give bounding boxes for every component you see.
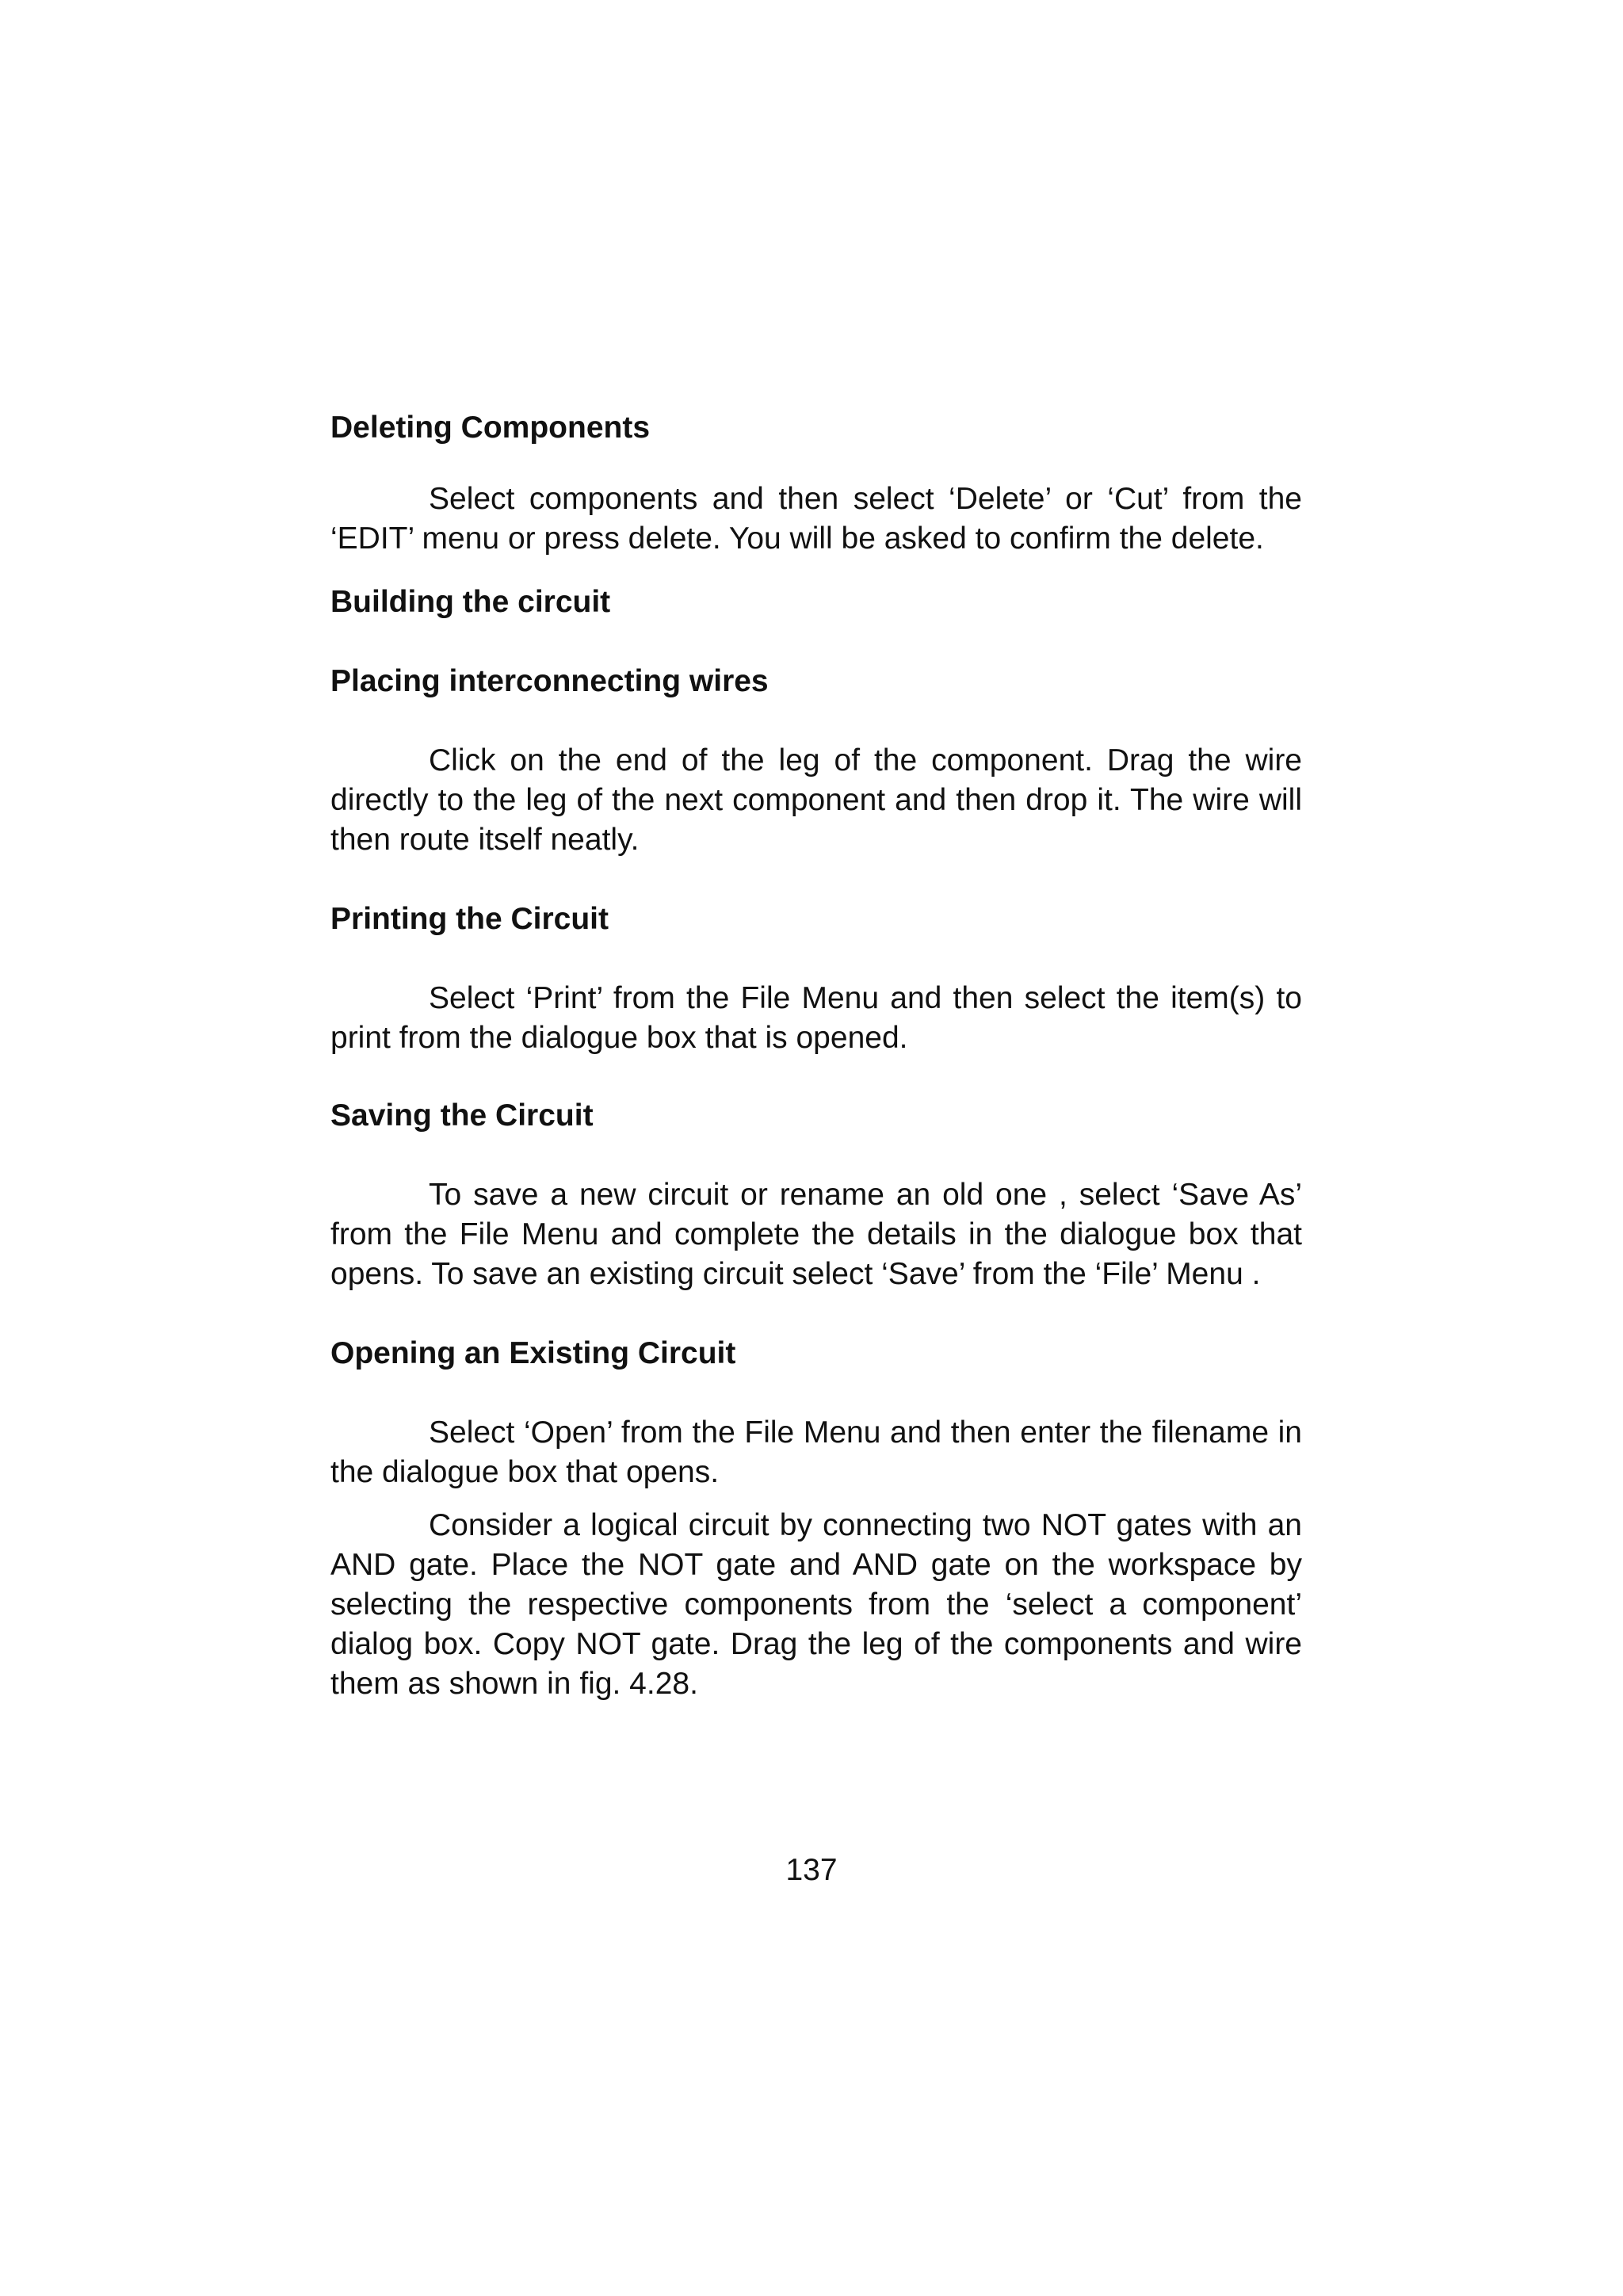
heading-opening-circuit: Opening an Existing Circuit — [330, 1336, 736, 1370]
paragraph-placing-wires: Click on the end of the leg of the component. Drag the wire directly to the leg of the next component and then drop it. The wire will then route itself neatly. — [330, 743, 1302, 857]
heading-placing-wires: Placing interconnecting wires — [330, 664, 769, 698]
paragraph-printing-circuit: Select ‘Print’ from the File Menu and then select the item(s) to print from the dialogue box that is opened. — [330, 981, 1302, 1055]
document-page — [330, 408, 1302, 1704]
paragraph-opening-circuit: Select ‘Open’ from the File Menu and then enter the filename in the dialogue box that opens. — [330, 1415, 1302, 1489]
heading-building-circuit: Building the circuit — [330, 585, 611, 619]
heading-deleting-components: Deleting Components — [330, 411, 651, 445]
paragraph-deleting-components: Select components and then select ‘Delete’ or ‘Cut’ from the ‘EDIT’ menu or press delete. You will be asked to confirm the delete. — [330, 482, 1302, 556]
paragraph-saving-circuit: To save a new circuit or rename an old one , select ‘Save As’ from the File Menu and complete the details in the dialogue box that opens. To save an existing circuit select ‘Save’ from the ‘File’ Menu . — [330, 1178, 1302, 1291]
heading-printing-circuit: Printing the Circuit — [330, 902, 609, 936]
page-number: 137 — [785, 1853, 838, 1887]
paragraph-consider-logical-circuit: Consider a logical circuit by connecting two NOT gates with an AND gate. Place the NOT gate and AND gate on the workspace by selecting the respective components from the ‘select a component’ dialog box. Copy NOT gate. Drag the leg of the components and wire them as shown in fig. 4.28. — [330, 1508, 1302, 1701]
heading-saving-circuit: Saving the Circuit — [330, 1098, 594, 1133]
